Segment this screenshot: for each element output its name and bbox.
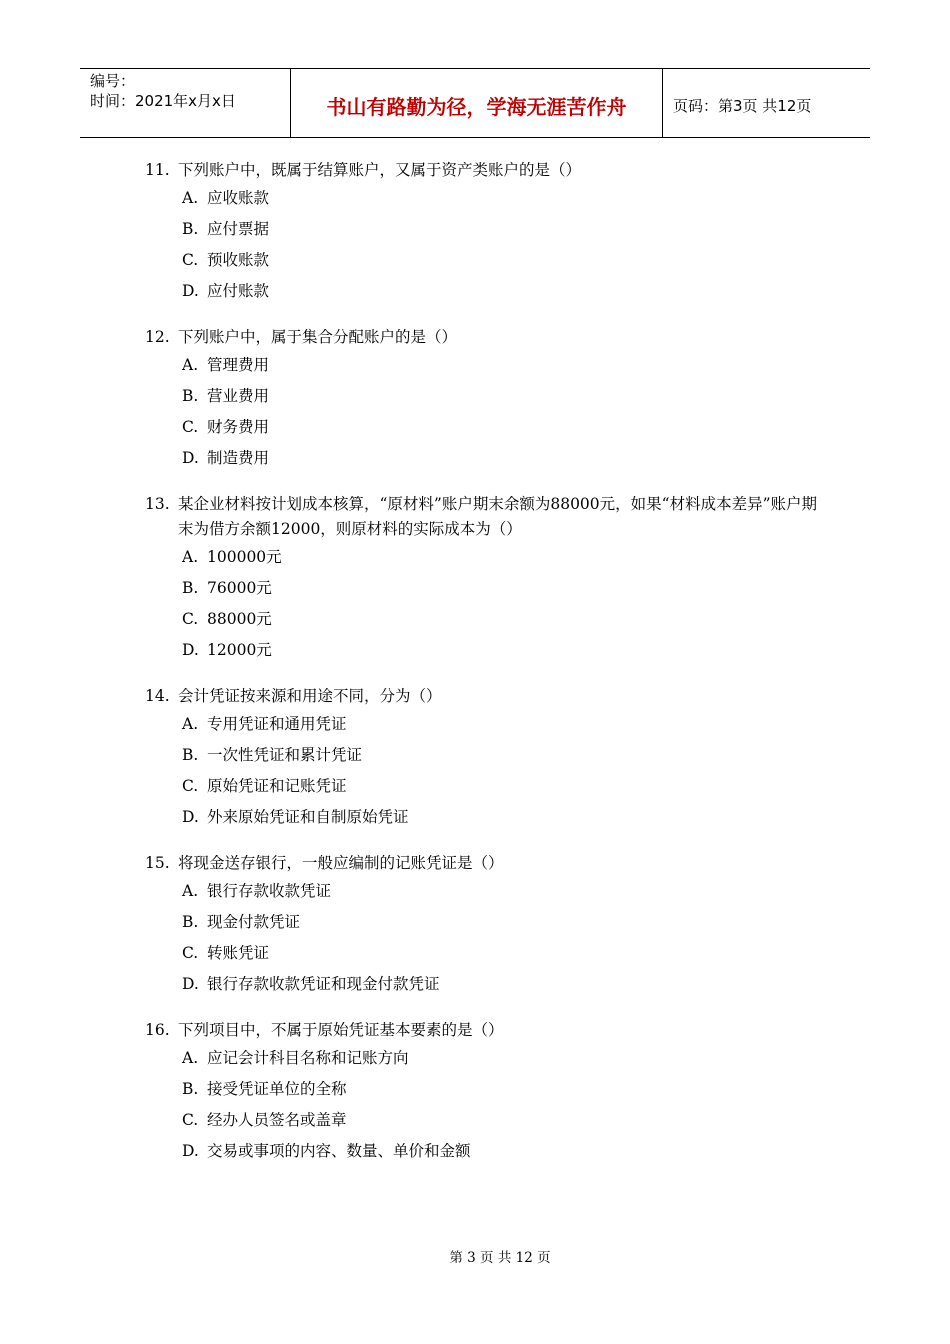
question-stem [145,158,825,183]
option-letter: B. [182,1080,199,1098]
option-text: 银行存款收款凭证和现金付款凭证 [207,975,440,993]
header-motto: 书山有路勤为径，学海无涯苦作舟 [291,69,663,137]
question-stem [145,325,825,350]
answer-option [145,709,825,740]
option-letter: A. [182,356,199,374]
question-text: 下列项目中，不属于原始凭证基本要素的是（） [178,1021,504,1039]
option-text: 12000元 [207,641,272,659]
option-text: 应付账款 [207,282,270,300]
option-text: 外来原始凭证和自制原始凭证 [207,808,409,826]
answer-option [145,573,825,604]
option-letter: D. [182,641,199,659]
answer-option [145,1074,825,1105]
question-text: 会计凭证按来源和用途不同，分为（） [178,687,442,705]
option-letter: D. [182,282,199,300]
question-list [145,158,825,1185]
question-number: 16. [145,1021,170,1039]
question-number: 11. [145,161,170,179]
option-letter: B. [182,387,199,405]
option-letter: B. [182,220,199,238]
answer-option [145,412,825,443]
option-text: 100000元 [207,548,282,566]
answer-option [145,214,825,245]
option-letter: C. [182,944,199,962]
code-label: 编号： [90,72,136,90]
answer-option [145,635,825,666]
option-text: 财务费用 [207,418,270,436]
option-text: 制造费用 [207,449,270,467]
question-item [145,851,825,1000]
option-letter: D. [182,808,199,826]
option-text: 原始凭证和记账凭证 [207,777,347,795]
page-header [80,68,870,138]
option-letter: B. [182,746,199,764]
option-letter: B. [182,913,199,931]
question-stem [145,492,825,542]
option-text: 应记会计科目名称和记账方向 [207,1049,409,1067]
option-letter: D. [182,1142,199,1160]
option-letter: D. [182,975,199,993]
answer-option [145,771,825,802]
answer-option [145,907,825,938]
option-letter: C. [182,777,199,795]
question-text: 下列账户中，属于集合分配账户的是（） [178,328,458,346]
question-number: 14. [145,687,170,705]
answer-option [145,876,825,907]
answer-option [145,381,825,412]
question-text: 某企业材料按计划成本核算，“原材料”账户期末余额为88000元，如果“材料成本差异”账户期末为借方余额12000，则原材料的实际成本为（） [178,495,818,538]
answer-option [145,1105,825,1136]
option-letter: B. [182,579,199,597]
question-number: 15. [145,854,170,872]
answer-option [145,938,825,969]
question-stem [145,851,825,876]
option-text: 管理费用 [207,356,270,374]
time-label: 时间：2021年x月x日 [90,92,236,110]
option-text: 专用凭证和通用凭证 [207,715,347,733]
option-letter: A. [182,882,199,900]
option-text: 一次性凭证和累计凭证 [207,746,363,764]
answer-option [145,740,825,771]
option-text: 接受凭证单位的全称 [207,1080,347,1098]
option-letter: A. [182,715,199,733]
answer-option [145,276,825,307]
option-text: 经办人员签名或盖章 [207,1111,347,1129]
option-text: 应付票据 [207,220,270,238]
answer-option [145,350,825,381]
answer-option [145,604,825,635]
question-number: 13. [145,495,170,513]
option-text: 现金付款凭证 [207,913,301,931]
question-item [145,325,825,474]
question-stem [145,684,825,709]
option-text: 76000元 [207,579,272,597]
option-text: 预收账款 [207,251,270,269]
option-letter: C. [182,251,199,269]
option-text: 应收账款 [207,189,270,207]
question-item [145,492,825,666]
question-item [145,1018,825,1167]
option-letter: D. [182,449,199,467]
option-text: 营业费用 [207,387,270,405]
answer-option [145,1136,825,1167]
question-item [145,158,825,307]
answer-option [145,1043,825,1074]
option-text: 88000元 [207,610,272,628]
option-letter: A. [182,548,199,566]
page-footer: 第 3 页 共 12 页 [449,1250,551,1266]
option-letter: A. [182,1049,199,1067]
question-stem [145,1018,825,1043]
option-text: 银行存款收款凭证 [207,882,332,900]
question-item [145,684,825,833]
option-letter: C. [182,610,199,628]
answer-option [145,443,825,474]
answer-option [145,969,825,1000]
option-letter: C. [182,1111,199,1129]
answer-option [145,183,825,214]
option-letter: C. [182,418,199,436]
answer-option [145,245,825,276]
answer-option [145,802,825,833]
header-meta [80,69,291,137]
question-number: 12. [145,328,170,346]
option-letter: A. [182,189,199,207]
header-page-info: 页码：第3页 共12页 [673,96,812,115]
answer-option [145,542,825,573]
option-text: 转账凭证 [207,944,270,962]
question-text: 将现金送存银行，一般应编制的记账凭证是（） [178,854,504,872]
question-text: 下列账户中，既属于结算账户，又属于资产类账户的是（） [178,161,582,179]
option-text: 交易或事项的内容、数量、单价和金额 [207,1142,471,1160]
